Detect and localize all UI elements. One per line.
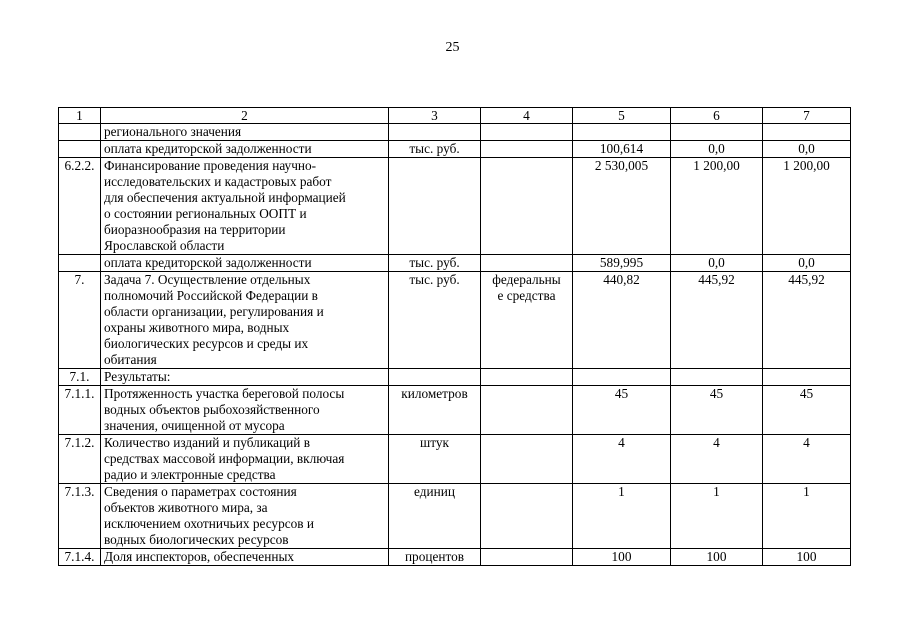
header-cell-5: 5	[573, 108, 671, 124]
description-cell	[101, 255, 389, 272]
header-cell-7: 7	[763, 108, 851, 124]
header-cell-3: 3	[389, 108, 481, 124]
description-line: биоразнообразия на территории	[104, 222, 286, 237]
description-line: охраны животного мира, водных	[104, 320, 290, 335]
description-cell	[101, 369, 389, 386]
value-col6-cell: 45	[671, 386, 763, 435]
table-header-row	[59, 108, 851, 124]
description-line: Ярославской области	[104, 238, 225, 253]
header-cell-6: 6	[671, 108, 763, 124]
value-col6-cell: 0,0	[671, 255, 763, 272]
funding-source-cell	[481, 549, 573, 566]
value-col5-cell: 100,614	[573, 141, 671, 158]
funding-source-cell	[481, 386, 573, 435]
value-col5-cell: 45	[573, 386, 671, 435]
description-line: для обеспечения актуальной информацией	[104, 190, 346, 205]
description-line: полномочий Российской Федерации в	[104, 288, 318, 303]
value-col5-cell: 589,995	[573, 255, 671, 272]
description-cell	[101, 272, 389, 369]
table-row	[59, 272, 851, 369]
description-line: оплата кредиторской задолженности	[104, 141, 312, 156]
description-line: области организации, регулирования и	[104, 304, 324, 319]
description-cell	[101, 124, 389, 141]
funding-source-cell	[481, 435, 573, 484]
description-line: Задача 7. Осуществление отдельных	[104, 272, 311, 287]
description-line: Финансирование проведения научно-	[104, 158, 317, 173]
funding-source-cell	[481, 272, 573, 369]
funding-source-cell	[481, 255, 573, 272]
value-col7-cell	[763, 369, 851, 386]
description-cell	[101, 435, 389, 484]
unit-cell: тыс. руб.	[389, 141, 481, 158]
row-number-cell: 7.1.2.	[59, 435, 101, 484]
value-col5-cell: 2 530,005	[573, 158, 671, 255]
value-col6-cell: 4	[671, 435, 763, 484]
value-col6-cell: 0,0	[671, 141, 763, 158]
description-cell	[101, 549, 389, 566]
header-cell-4: 4	[481, 108, 573, 124]
unit-cell	[389, 369, 481, 386]
value-col5-cell: 440,82	[573, 272, 671, 369]
description-line: исключением охотничьих ресурсов и	[104, 516, 314, 531]
value-col6-cell: 100	[671, 549, 763, 566]
value-col5-cell	[573, 124, 671, 141]
value-col6-cell	[671, 369, 763, 386]
funding-source-cell	[481, 369, 573, 386]
value-col7-cell	[763, 124, 851, 141]
funding-source-cell	[481, 141, 573, 158]
description-line: исследовательских и кадастровых работ	[104, 174, 332, 189]
description-line: Протяженность участка береговой полосы	[104, 386, 345, 401]
description-cell	[101, 386, 389, 435]
value-col5-cell: 4	[573, 435, 671, 484]
funding-source-cell	[481, 124, 573, 141]
description-line: Доля инспекторов, обеспеченных	[104, 549, 295, 564]
value-col7-cell: 445,92	[763, 272, 851, 369]
description-line: значения, очищенной от мусора	[104, 418, 285, 433]
description-cell	[101, 141, 389, 158]
table-row	[59, 158, 851, 255]
funding-source-cell	[481, 484, 573, 549]
description-line: водных биологических ресурсов	[104, 532, 289, 547]
row-number-cell: 7.1.	[59, 369, 101, 386]
description-line: средствах массовой информации, включая	[104, 451, 345, 466]
row-number-cell	[59, 141, 101, 158]
row-number-cell	[59, 124, 101, 141]
table-row	[59, 124, 851, 141]
row-number-cell: 7.1.4.	[59, 549, 101, 566]
unit-cell: тыс. руб.	[389, 272, 481, 369]
row-number-cell	[59, 255, 101, 272]
description-line: Сведения о параметрах состояния	[104, 484, 297, 499]
description-line: обитания	[104, 352, 157, 367]
table-row	[59, 386, 851, 435]
value-col6-cell: 1	[671, 484, 763, 549]
description-cell	[101, 484, 389, 549]
page-number: 25	[445, 40, 460, 55]
funding-source-line: федеральны	[492, 272, 561, 287]
description-line: объектов животного мира, за	[104, 500, 268, 515]
unit-cell: километров	[389, 386, 481, 435]
value-col7-cell: 1 200,00	[763, 158, 851, 255]
value-col5-cell	[573, 369, 671, 386]
funding-source-cell	[481, 158, 573, 255]
description-line: водных объектов рыбохозяйственного	[104, 402, 320, 417]
value-col6-cell: 445,92	[671, 272, 763, 369]
value-col5-cell: 1	[573, 484, 671, 549]
row-number-cell: 6.2.2.	[59, 158, 101, 255]
table-row	[59, 549, 851, 566]
value-col7-cell: 45	[763, 386, 851, 435]
table-row	[59, 484, 851, 549]
table-row	[59, 369, 851, 386]
row-number-cell: 7.1.3.	[59, 484, 101, 549]
unit-cell: тыс. руб.	[389, 255, 481, 272]
unit-cell	[389, 158, 481, 255]
value-col7-cell: 100	[763, 549, 851, 566]
description-line: биологических ресурсов и среды их	[104, 336, 309, 351]
unit-cell: единиц	[389, 484, 481, 549]
table-row	[59, 255, 851, 272]
description-line: оплата кредиторской задолженности	[104, 255, 312, 270]
unit-cell	[389, 124, 481, 141]
value-col7-cell: 0,0	[763, 255, 851, 272]
header-cell-1: 1	[59, 108, 101, 124]
header-cell-2: 2	[101, 108, 389, 124]
description-line: регионального значения	[104, 124, 242, 139]
value-col5-cell: 100	[573, 549, 671, 566]
table-row	[59, 141, 851, 158]
value-col7-cell: 4	[763, 435, 851, 484]
funding-source-line: е средства	[497, 288, 556, 303]
description-cell	[101, 158, 389, 255]
description-line: Результаты:	[104, 369, 171, 384]
budget-table	[58, 107, 851, 566]
unit-cell: процентов	[389, 549, 481, 566]
description-line: Количество изданий и публикаций в	[104, 435, 311, 450]
value-col7-cell: 1	[763, 484, 851, 549]
description-line: радио и электронные средства	[104, 467, 276, 482]
row-number-cell: 7.	[59, 272, 101, 369]
description-line: о состоянии региональных ООПТ и	[104, 206, 307, 221]
unit-cell: штук	[389, 435, 481, 484]
table-row	[59, 435, 851, 484]
value-col7-cell: 0,0	[763, 141, 851, 158]
value-col6-cell	[671, 124, 763, 141]
row-number-cell: 7.1.1.	[59, 386, 101, 435]
value-col6-cell: 1 200,00	[671, 158, 763, 255]
